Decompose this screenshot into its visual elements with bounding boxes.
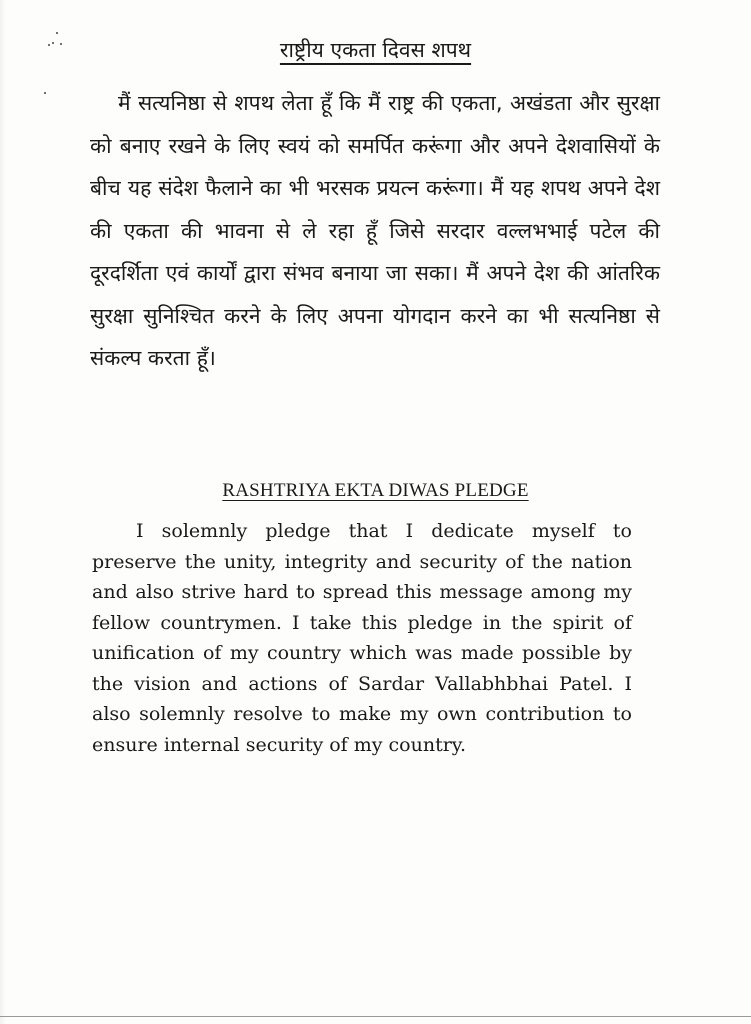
speck [56,32,58,34]
english-pledge-paragraph: I solemnly pledge that I dedicate myself to preserve the unity, integrity and security of the nation and also strive hard to spread this message among my fellow countrymen. I take this pledge in the spirit of unification of my country which was made possible by the vision and actions of Sardar Vallabhbhai Patel. I also solemnly resolve to make my own contribution to ensure internal security of my country. [92,520,632,756]
english-title: RASHTRIYA EKTA DIWAS PLEDGE [222,480,529,501]
hindi-pledge-paragraph: मैं सत्यनिष्ठा से शपथ लेता हूँ कि मैं राष्ट्र की एकता, अखंडता और सुरक्षा को बनाए रखने के लिए स्वयं को समर्पित करूंगा और अपने देशवासियों के बीच यह संदेश फैलाने का भी भरसक प्रयत्न करूंगा। मैं यह शपथ अपने देश की एकता की भावना से ले रहा हूँ जिसे सरदार वल्लभभाई पटेल की दूरदर्शिता एवं कार्यों द्वारा संभव बनाया जा सका। मैं अपने देश की आंतरिक सुरक्षा सुनिश्चित करने के लिए अपना योगदान करने का भी सत्यनिष्ठा से संकल्प करता हूँ। [90,91,660,370]
speck [44,92,46,94]
scan-edge-shadow [0,0,6,1024]
hindi-title: राष्ट्रीय एकता दिवस शपथ [279,38,472,62]
scan-bottom-edge [0,1016,751,1017]
